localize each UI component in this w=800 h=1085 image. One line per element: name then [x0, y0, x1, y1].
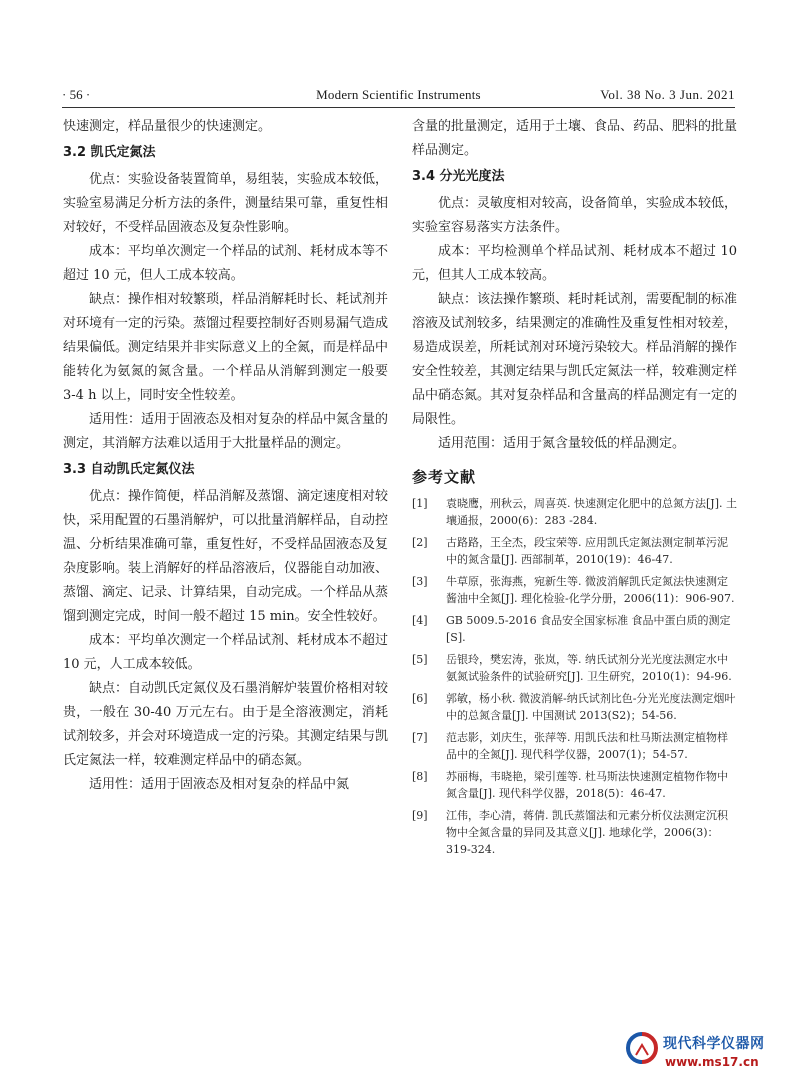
reference-number: [8] — [412, 770, 428, 783]
reference-number: [6] — [412, 692, 428, 705]
paragraph: 成本：平均单次测定一个样品试剂、耗材成本不超过 10 元，人工成本较低。 — [63, 633, 389, 672]
journal-name: Modern Scientific Instruments — [316, 87, 481, 102]
paragraph: 适用范围：适用于氮含量较低的样品测定。 — [438, 436, 686, 451]
reference-text: 苏丽梅，韦晓艳，梁引莲等. 杜马斯法快速测定植物作物中氮含量[J]. 现代科学仪器，2018(5)：46-47. — [446, 770, 728, 800]
site-logo-icon — [625, 1031, 659, 1065]
section-heading-3-3: 3.3 自动凯氏定氮仪法 — [63, 462, 195, 477]
reference-item — [412, 495, 737, 529]
left-column — [63, 115, 388, 797]
reference-list — [412, 495, 737, 858]
reference-text: 江伟，李心清，蒋倩. 凯氏蒸馏法和元素分析仪法测定沉积物中全氮含量的异同及其意义[J]. 地球化学，2006(3)：319-324. — [446, 809, 728, 856]
running-header — [62, 85, 735, 108]
reference-number: [2] — [412, 536, 428, 549]
reference-item — [412, 573, 737, 607]
reference-text: 郭敏，杨小秋. 微波消解-纳氏试剂比色-分光光度法测定烟叶中的总氮含量[J]. 中国测试 2013(S2)；54-56. — [446, 692, 736, 722]
reference-item — [412, 807, 737, 858]
site-name: 现代科学仪器网 — [663, 1036, 765, 1052]
paragraph: 成本：平均单次测定一个样品的试剂、耗材成本等不超过 10 元，但人工成本较高。 — [63, 244, 389, 283]
paragraph: 适用性：适用于固液态及相对复杂的样品中氮 — [89, 777, 350, 792]
section-heading-3-2: 3.2 凯氏定氮法 — [63, 145, 156, 160]
reference-number: [9] — [412, 809, 428, 822]
reference-text: GB 5009.5-2016 食品安全国家标准 食品中蛋白质的测定[S]. — [446, 614, 731, 644]
reference-item — [412, 612, 737, 646]
section-heading-3-4: 3.4 分光光度法 — [412, 169, 505, 184]
volume-issue: Vol. 38 No. 3 Jun. 2021 — [600, 87, 735, 102]
site-url: www.ms17.cn — [665, 1055, 759, 1069]
page-number: · 56 · — [62, 87, 91, 102]
reference-number: [1] — [412, 497, 428, 510]
reference-text: 岳银玲，樊宏涛，张岚，等. 纳氏试剂分光光度法测定水中氨氮试验条件的试验研究[J]. 卫生研究，2010(1)：94-96. — [446, 653, 732, 683]
paragraph: 缺点：自动凯氏定氮仪及石墨消解炉装置价格相对较贵，一般在 30-40 万元左右。由于是全溶液测定，消耗试剂较多，并会对环境造成一定的污染。其测定结果与凯氏定氮法一样，较难测定样品中的硝态氮。 — [63, 681, 389, 768]
reference-text: 范志影，刘庆生，张萍等. 用凯氏法和杜马斯法测定植物样品中的全氮[J]. 现代科学仪器，2007(1)；54-57. — [446, 731, 728, 761]
paragraph: 含量的批量测定，适用于土壤、食品、药品、肥料的批量样品测定。 — [412, 119, 738, 158]
paragraph: 缺点：该法操作繁琐、耗时耗试剂，需要配制的标准溶液及试剂较多，结果测定的准确性及重复性相对较差，易造成误差，所耗试剂对环境污染较大。样品消解的操作安全性较差，其测定结果与凯氏定氮法一样，较难测定样品中硝态氮。其对复杂样品和含量高的样品测定有一定的局限性。 — [412, 292, 738, 427]
paragraph: 成本：平均检测单个样品试剂、耗材成本不超过 10 元，但其人工成本较高。 — [412, 244, 737, 283]
right-column — [412, 115, 737, 863]
site-watermark — [625, 1027, 795, 1077]
reference-number: [4] — [412, 614, 428, 627]
paragraph: 快速测定，样品量很少的快速测定。 — [63, 119, 272, 134]
reference-item — [412, 768, 737, 802]
paragraph: 优点：灵敏度相对较高，设备简单，实验成本较低，实验室容易落实方法条件。 — [412, 196, 738, 235]
paragraph: 缺点：操作相对较繁琐，样品消解耗时长、耗试剂并对环境有一定的污染。蒸馏过程要控制好否则易漏气造成结果偏低。测定结果并非实际意义上的全氮，而是样品中能转化为氨氮的氮含量。一个样品从消解到测定一般要 3-4 h 以上，同时安全性较差。 — [63, 292, 389, 403]
reference-item — [412, 729, 737, 763]
reference-number: [5] — [412, 653, 428, 666]
references-heading: 参考文献 — [412, 468, 477, 486]
reference-item — [412, 651, 737, 685]
reference-number: [3] — [412, 575, 428, 588]
paragraph: 适用性：适用于固液态及相对复杂的样品中氮含量的测定，其消解方法难以适用于大批量样品的测定。 — [63, 412, 389, 451]
reference-text: 古路路，王全杰，段宝荣等. 应用凯氏定氮法测定制革污泥中的氮含量[J]. 西部制革，2010(19)：46-47. — [446, 536, 728, 566]
paragraph: 优点：实验设备装置简单，易组装，实验成本较低，实验室易满足分析方法的条件，测量结果可靠，重复性相对较好，不受样品固液态及复杂性影响。 — [63, 172, 389, 235]
reference-text: 袁晓鹰，刑秋云，周喜英. 快速测定化肥中的总氮方法[J]. 土壤通报，2000(6)：283 -284. — [446, 497, 737, 527]
reference-text: 牛草原，张海燕，宛新生等. 微波消解凯氏定氮法快速测定酱油中全氮[J]. 理化检验-化学分册，2006(11)：906-907. — [446, 575, 735, 605]
reference-item — [412, 534, 737, 568]
paragraph: 优点：操作简便，样品消解及蒸馏、滴定速度相对较快，采用配置的石墨消解炉，可以批量消解样品，自动控温、分析结果准确可靠，重复性好，不受样品固液态及复杂度影响。装上消解好的样品溶液后，仪器能自动加液、蒸馏、滴定、记录、计算结果，自动完成。一个样品从蒸馏到测定完成，时间一般不超过 15 min。安全性较好。 — [63, 489, 389, 624]
reference-item — [412, 690, 737, 724]
reference-number: [7] — [412, 731, 428, 744]
